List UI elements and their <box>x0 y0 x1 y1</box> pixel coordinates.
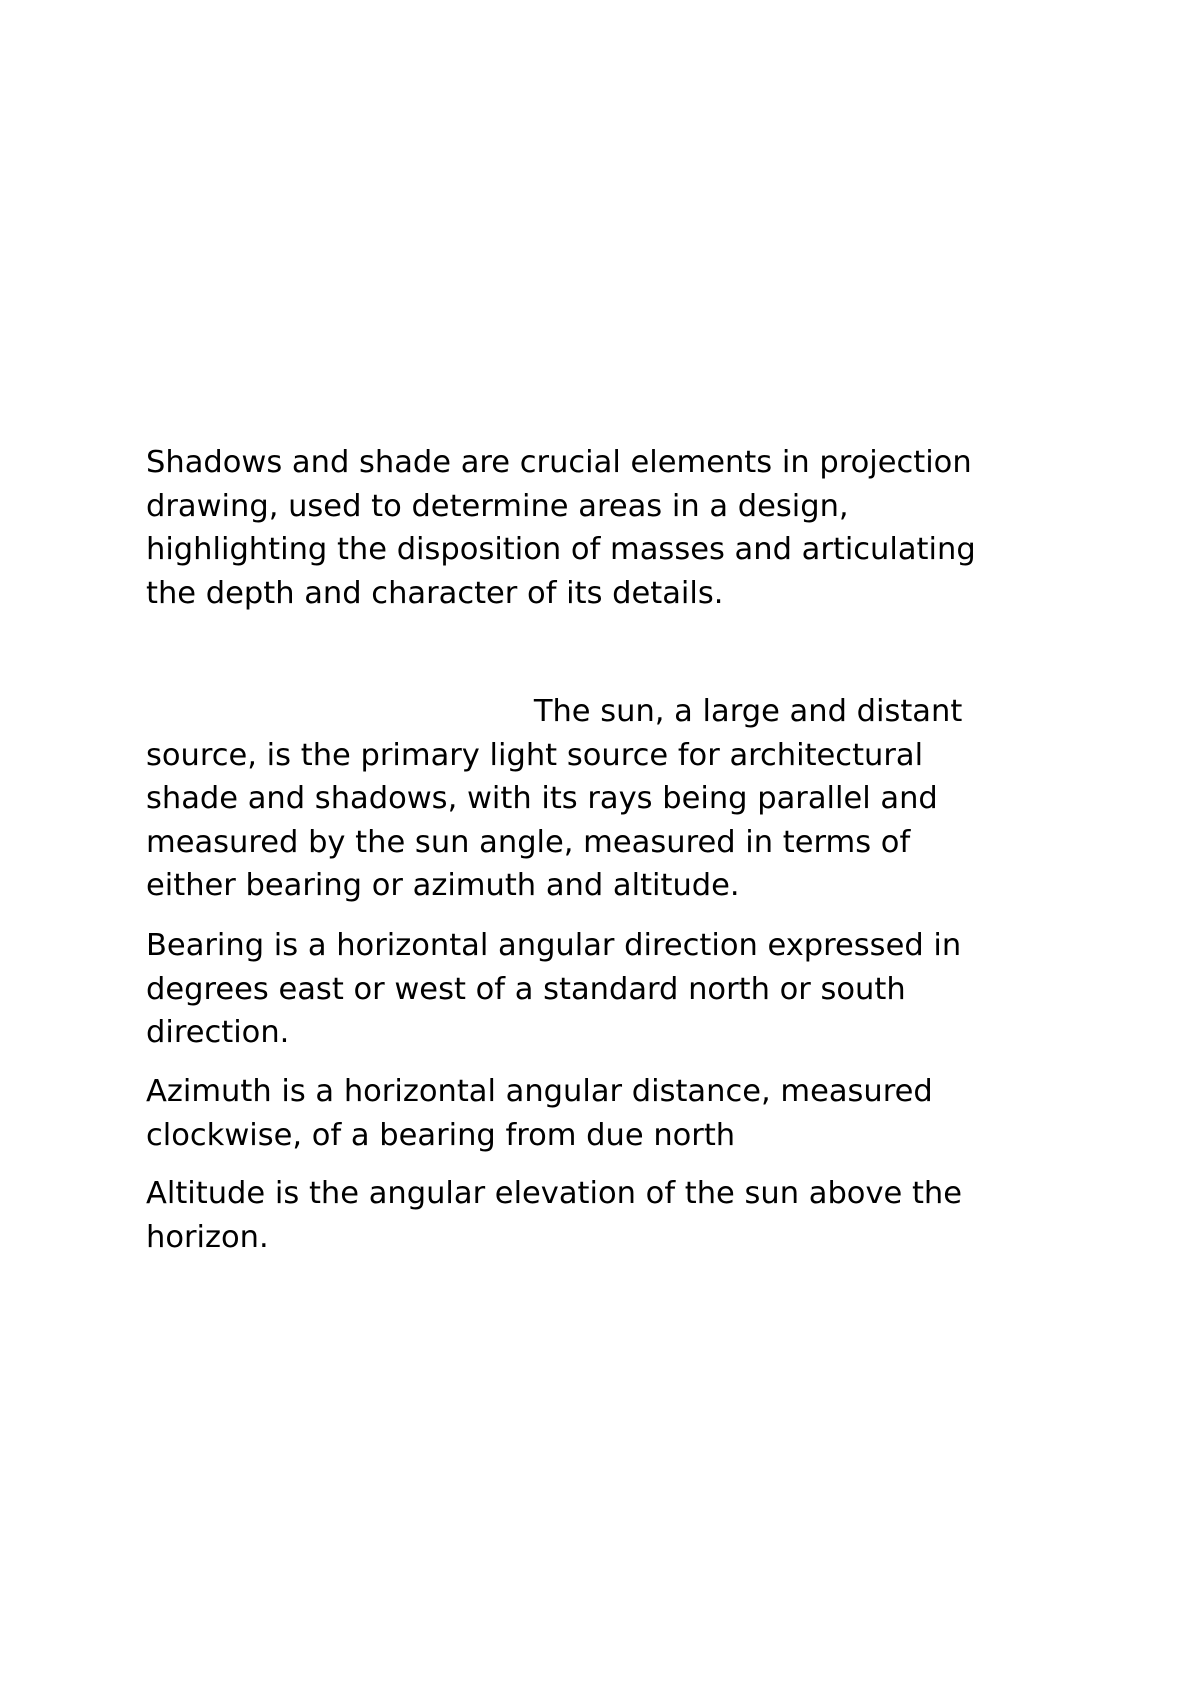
paragraph-bearing-definition: Bearing is a horizontal angular direction expressed in degrees east or west of a standard north or south direction. <box>146 928 962 1050</box>
paragraph-altitude-definition: Altitude is the angular elevation of the sun above the horizon. <box>146 1176 963 1255</box>
paragraph-shadows-and-shade: Shadows and shade are crucial elements in projection drawing, used to determine areas in a design, highlighting the disposition of masses and articulating the depth and character of its details. <box>146 445 976 611</box>
paragraph-azimuth-definition: Azimuth is a horizontal angular distance, measured clockwise, of a bearing from due north <box>146 1074 933 1153</box>
paragraph-sun-light-source: The sun, a large and distant source, is the primary light source for architectural shade and shadows, with its rays being parallel and measured by the sun angle, measured in terms of either bearing or azimuth and altitude. <box>146 694 963 903</box>
